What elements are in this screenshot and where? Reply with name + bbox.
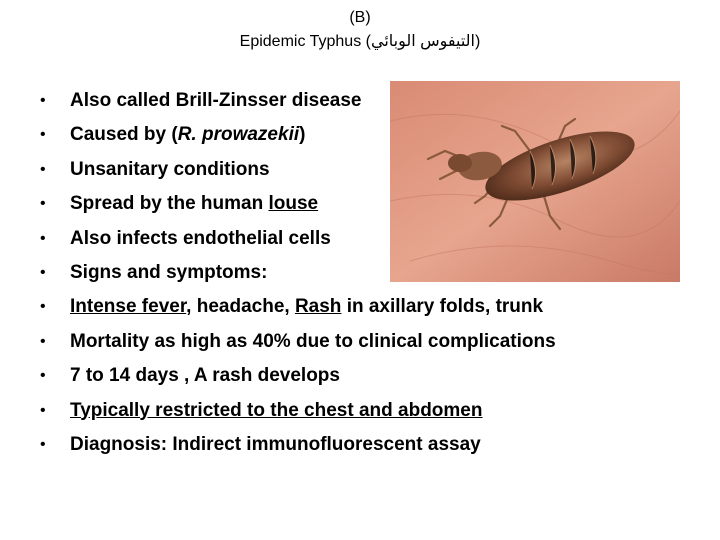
bullet-item [40, 325, 556, 359]
underlined-term: Typically restricted to the chest and abdomen [70, 399, 483, 421]
bullet-marker: • [40, 332, 46, 350]
bullet-marker: • [40, 229, 46, 247]
bullet-marker: • [40, 195, 46, 213]
bullet-text: Signs and symptoms: [70, 261, 268, 283]
bullet-text: Also called Brill-Zinsser disease [70, 90, 362, 111]
bullet-item [40, 187, 556, 221]
underlined-term: Intense fever [70, 296, 187, 318]
bullet-marker: • [40, 298, 46, 316]
underlined-term: louse [268, 193, 319, 215]
section-label: (B) [349, 9, 371, 26]
bullet-list [40, 84, 556, 462]
bullet-item [40, 118, 556, 152]
bullet-item [40, 84, 556, 118]
underlined-term: Rash [294, 296, 342, 318]
slide-title [0, 30, 720, 54]
bullet-text: Unsanitary conditions [70, 158, 270, 180]
bullet-item [40, 222, 556, 256]
bullet-text: 7 to 14 days , A rash develops [70, 365, 340, 387]
bullet-item [40, 290, 556, 324]
slide-header [0, 6, 720, 54]
bullet-marker: • [40, 92, 46, 109]
title-close: ) [475, 33, 481, 50]
bullet-marker: • [40, 263, 46, 281]
bullet-marker: • [40, 401, 46, 419]
bullet-marker: • [40, 435, 46, 453]
bullet-item [40, 394, 556, 428]
bullet-text: Also infects endothelial cells [70, 227, 331, 249]
bullet-marker: • [40, 367, 46, 385]
bullet-item [40, 428, 556, 462]
title-arabic: التيفوس الوبائي [370, 33, 475, 50]
bullet-item [40, 256, 556, 290]
title-text: Epidemic Typhus ( [239, 33, 371, 50]
bullet-text: Caused by ( [70, 124, 178, 146]
species-name: R. prowazekii [177, 124, 300, 146]
bullet-text: ) [299, 124, 306, 146]
bullet-text: Spread by the human [70, 193, 269, 215]
bullet-item [40, 153, 556, 187]
bullet-marker: • [40, 160, 46, 178]
bullet-text: in axillary folds, trunk [341, 296, 544, 318]
bullet-text: Diagnosis: Indirect immunofluorescent assay [70, 433, 481, 455]
bullet-text: Mortality as high as 40% due to clinical complications [70, 330, 556, 352]
bullet-marker: • [40, 126, 46, 144]
bullet-item [40, 359, 556, 393]
bullet-text: , headache, [186, 296, 295, 318]
